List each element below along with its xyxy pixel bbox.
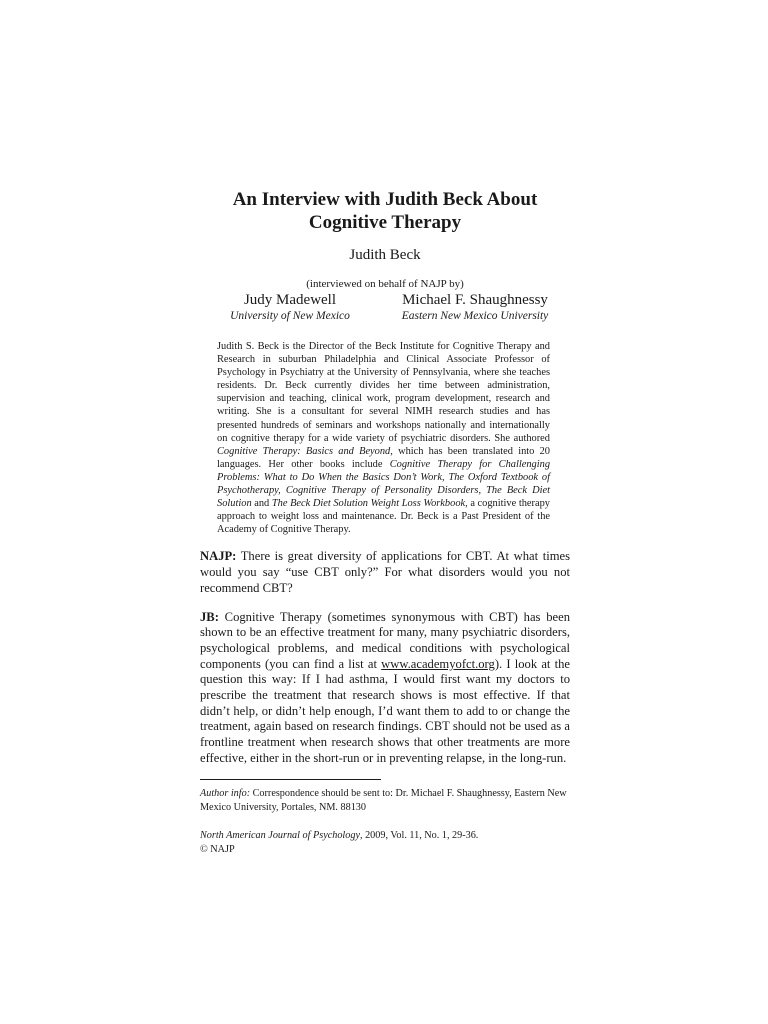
interviewers bbox=[200, 291, 570, 324]
footnote-label: Author info: bbox=[200, 788, 251, 800]
speaker-label: NAJP: bbox=[200, 549, 237, 564]
academy-link[interactable]: www.academyofct.org bbox=[381, 656, 495, 671]
book-title: The Beck Diet Solution bbox=[217, 485, 551, 510]
book-title: Cognitive Therapy for Challenging Problems: What to Do When the Basics Don’t Work, The Oxford Textbook of Psychotherapy, Cognitive Therapy of Personality Disorders bbox=[217, 458, 551, 497]
article-author: Judith Beck bbox=[349, 247, 421, 263]
interviewer-affiliation: Eastern New Mexico University bbox=[401, 310, 549, 322]
bio-text: , bbox=[478, 485, 487, 497]
author-bio-abstract bbox=[217, 340, 550, 536]
bio-text: Judith S. Beck is the Director of the Beck Institute for Cognitive Therapy and Research in suburban Philadelphia and Clinical Associate Professor of Psychology in Psychiatry at the University of Pennsylvania, where she teaches residents. Dr. Beck currently divides her time between administration, supervision and teaching, clinical work, program development, research and writing. She is a consultant for several NIMH research studies and has presented hundreds of seminars and workshops nationally and internationally on cognitive therapy for a wide variety of psychiatric disorders. She authored bbox=[217, 341, 550, 444]
bio-text: , which has been translated into 20 languages. Her other books include bbox=[217, 445, 550, 470]
book-title: The Beck Diet Solution Weight Loss Workbook, bbox=[271, 498, 468, 510]
footnote-divider bbox=[200, 779, 381, 780]
copyright-notice: © NAJP bbox=[200, 844, 235, 856]
bio-text: a cognitive therapy approach to weight loss and maintenance. Dr. Beck is a Past President of the Academy of Cognitive Therapy. bbox=[217, 498, 550, 536]
interviewer-name: Michael F. Shaughnessy bbox=[402, 292, 548, 308]
interviewer-shaughnessy bbox=[380, 291, 570, 324]
citation-line bbox=[200, 829, 570, 843]
article-title: An Interview with Judith Beck About Cognitive Therapy bbox=[232, 189, 538, 233]
journal-name: North American Journal of Psychology bbox=[200, 830, 360, 842]
answer-text: Cognitive Therapy (sometimes synonymous with CBT) has been shown to be an effective treatment for many, many psychiatric disorders, psychological problems, and medical conditions with psychological components (you can find a list at bbox=[200, 609, 570, 671]
interviewer-madewell bbox=[200, 291, 380, 324]
book-title: Cognitive Therapy: Basics and Beyond bbox=[217, 445, 391, 457]
footnote-text: Correspondence should be sent to: Dr. Michael F. Shaughnessy, Eastern New Mexico University, Portales, NM. 88130 bbox=[200, 788, 567, 814]
author-info-footnote bbox=[200, 787, 570, 815]
interviewer-name: Judy Madewell bbox=[243, 292, 337, 308]
question-najp bbox=[200, 549, 570, 596]
speaker-label: JB: bbox=[200, 609, 219, 624]
answer-text: ). I look at the question this way: If I had asthma, I would first want my doctors to prescribe the treatment that research shows is most effective. If that didn’t help, or didn’t help enough, I’d want them to add to or change the treatment, again based on research findings. CBT should not be used as a frontline treatment when research shows that other treatments are more effective, either in the short-run or in preventing relapse, in the long-run. bbox=[200, 656, 570, 765]
journal-citation bbox=[200, 829, 570, 857]
answer-jb bbox=[200, 610, 570, 767]
citation-details: , 2009, Vol. 11, No. 1, 29-36. bbox=[359, 830, 479, 842]
article-page bbox=[200, 180, 570, 857]
bio-text: and bbox=[251, 498, 272, 510]
interviewed-on-behalf-note: (interviewed on behalf of NAJP by) bbox=[306, 278, 464, 290]
interviewer-affiliation: University of New Mexico bbox=[230, 310, 350, 322]
question-text: There is great diversity of applications for CBT. At what times would you say “use CBT only?” For what disorders would you not recommend CBT? bbox=[200, 549, 570, 595]
